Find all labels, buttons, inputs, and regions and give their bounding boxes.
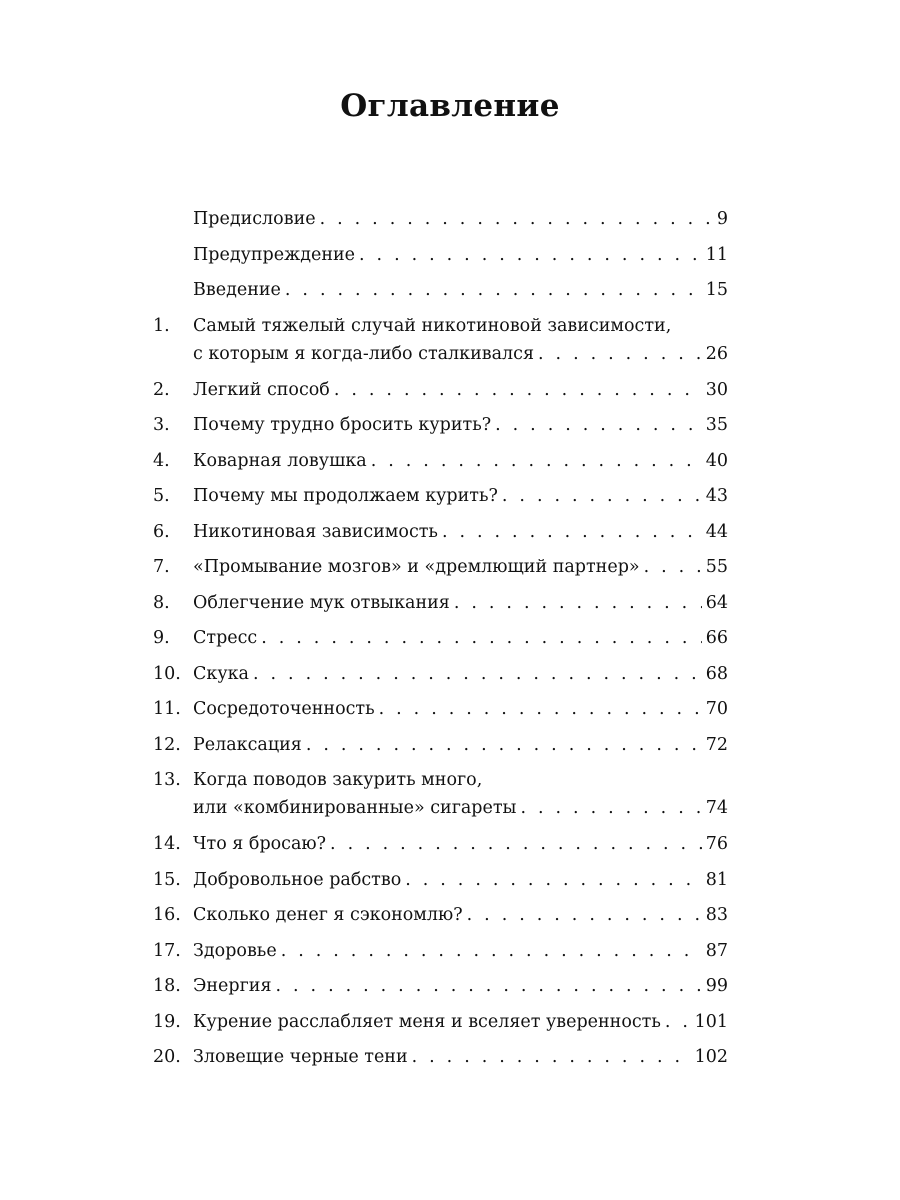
toc-entry-page: 35 — [705, 415, 728, 435]
toc-entry — [153, 555, 728, 580]
toc-entry-title: «Промывание мозгов» и «дремлющий партнер» — [193, 557, 640, 577]
toc-entry — [153, 768, 728, 821]
toc-entry-page: 74 — [705, 798, 728, 818]
toc-entry — [153, 939, 728, 964]
dot-leader — [371, 449, 702, 474]
toc-entry-title: Коварная ловушка — [193, 450, 367, 471]
toc-entry-number: 8. — [153, 592, 170, 613]
toc-entry-page: 87 — [705, 940, 728, 961]
toc-entry-page: 72 — [705, 734, 728, 755]
toc-entry-title: Здоровье — [193, 940, 277, 961]
toc-entry-number: 19. — [153, 1011, 181, 1032]
toc-entry-title: Сколько денег я сэкономлю? — [193, 905, 463, 925]
toc-entry-page: 43 — [705, 486, 728, 506]
dot-leader — [405, 868, 701, 893]
toc-entry-title: Легкий способ — [193, 379, 330, 400]
toc-entry-number: 7. — [153, 557, 170, 577]
toc-entry — [153, 378, 728, 403]
toc-entry — [153, 662, 728, 687]
toc-entry-title: Стресс — [193, 628, 258, 648]
toc-entry-page: 83 — [705, 905, 728, 925]
toc-entry-title: Никотиновая зависимость — [193, 521, 438, 542]
toc-entry-title: с которым я когда-либо сталкивался — [193, 343, 535, 364]
dot-leader — [665, 1010, 691, 1035]
dot-leader — [281, 939, 702, 964]
toc-entry-page: 99 — [705, 976, 728, 996]
dot-leader — [412, 1045, 691, 1070]
toc-entry-title: Курение расслабляет меня и вселяет уверенность — [193, 1011, 661, 1032]
dot-leader — [442, 520, 702, 545]
dot-leader — [379, 697, 702, 722]
dot-leader — [359, 243, 702, 268]
dot-leader — [454, 591, 702, 616]
toc-entry-title: Добровольное рабство — [193, 869, 402, 890]
toc-entry-number: 9. — [153, 628, 170, 648]
toc-entry-number: 13. — [153, 770, 181, 790]
toc-entry-page: 70 — [705, 699, 728, 719]
toc-entry-title-line1: Когда поводов закурить много, — [193, 770, 483, 790]
toc-entry — [153, 974, 728, 999]
toc-entry-number: 15. — [153, 869, 181, 890]
toc-entry-page: 44 — [705, 521, 728, 542]
toc-entry-number: 11. — [153, 699, 181, 719]
toc-entry-number: 10. — [153, 663, 181, 684]
toc-entry-page: 76 — [705, 834, 728, 854]
page-title: Оглавление — [340, 88, 560, 124]
toc-entry-page: 26 — [705, 343, 728, 364]
dot-leader — [253, 662, 702, 687]
toc-entry-number: 17. — [153, 940, 181, 961]
toc-entry-title: Почему трудно бросить курить? — [193, 415, 492, 435]
toc-entry — [153, 520, 728, 545]
dot-leader — [334, 378, 702, 403]
toc-entry-page: 64 — [705, 592, 728, 613]
dot-leader — [261, 626, 701, 651]
toc-entry-page: 15 — [705, 280, 728, 300]
toc-entry-title: Сосредоточенность — [193, 699, 375, 719]
toc-entry — [153, 697, 728, 722]
toc-entry-page: 9 — [716, 209, 728, 229]
toc-entry-page: 102 — [694, 1047, 728, 1067]
toc-entry — [153, 314, 728, 367]
toc-entry-number: 18. — [153, 976, 181, 996]
dot-leader — [306, 733, 702, 758]
toc-entry — [153, 733, 728, 758]
toc-entry — [153, 413, 728, 438]
toc-entry-title-line1: Самый тяжелый случай никотиновой зависимости, — [193, 315, 672, 336]
dot-leader — [320, 207, 713, 232]
toc-entry — [153, 832, 728, 857]
toc-entry-title: Релаксация — [193, 734, 302, 755]
toc-entry — [153, 903, 728, 928]
table-of-contents — [153, 207, 728, 1081]
dot-leader — [330, 832, 702, 857]
dot-leader — [502, 484, 702, 509]
toc-entry — [153, 591, 728, 616]
toc-entry — [153, 278, 728, 303]
dot-leader — [520, 796, 701, 821]
toc-entry — [153, 449, 728, 474]
toc-entry-number: 3. — [153, 415, 170, 435]
dot-leader — [538, 342, 702, 367]
toc-entry-number: 1. — [153, 315, 170, 336]
toc-entry-page: 30 — [705, 379, 728, 400]
toc-entry — [153, 868, 728, 893]
toc-entry-number: 16. — [153, 905, 181, 925]
toc-entry-title: Предисловие — [193, 209, 316, 229]
toc-entry — [153, 1045, 728, 1070]
dot-leader — [276, 974, 702, 999]
toc-entry-title: Энергия — [193, 976, 272, 996]
toc-entry-title: Зловещие черные тени — [193, 1047, 408, 1067]
toc-entry-title: Скука — [193, 663, 249, 684]
toc-entry-number: 2. — [153, 379, 170, 400]
toc-entry-number: 5. — [153, 486, 170, 506]
toc-entry-number: 12. — [153, 734, 181, 755]
toc-entry-number: 20. — [153, 1047, 181, 1067]
toc-entry-page: 11 — [705, 244, 728, 265]
toc-entry-title: Почему мы продолжаем курить? — [193, 486, 498, 506]
toc-entry — [153, 207, 728, 232]
toc-entry-page: 66 — [705, 628, 728, 648]
toc-entry-title: Введение — [193, 280, 281, 300]
toc-entry-number: 14. — [153, 834, 181, 854]
toc-entry-number: 6. — [153, 521, 170, 542]
toc-entry-title: Что я бросаю? — [193, 834, 327, 854]
toc-entry-number: 4. — [153, 450, 170, 471]
dot-leader — [495, 413, 702, 438]
toc-entry-page: 81 — [705, 869, 728, 890]
dot-leader — [467, 903, 702, 928]
toc-entry — [153, 1010, 728, 1035]
toc-entry-page: 68 — [705, 663, 728, 684]
toc-entry-title: Облегчение мук отвыкания — [193, 592, 450, 613]
toc-entry — [153, 243, 728, 268]
dot-leader — [285, 278, 702, 303]
dot-leader — [644, 555, 702, 580]
toc-entry-page: 40 — [705, 450, 728, 471]
toc-entry-title: Предупреждение — [193, 244, 356, 265]
toc-entry — [153, 626, 728, 651]
toc-entry — [153, 484, 728, 509]
toc-entry-page: 101 — [694, 1011, 728, 1032]
toc-entry-title: или «комбинированные» сигареты — [193, 798, 517, 818]
toc-entry-page: 55 — [705, 557, 728, 577]
